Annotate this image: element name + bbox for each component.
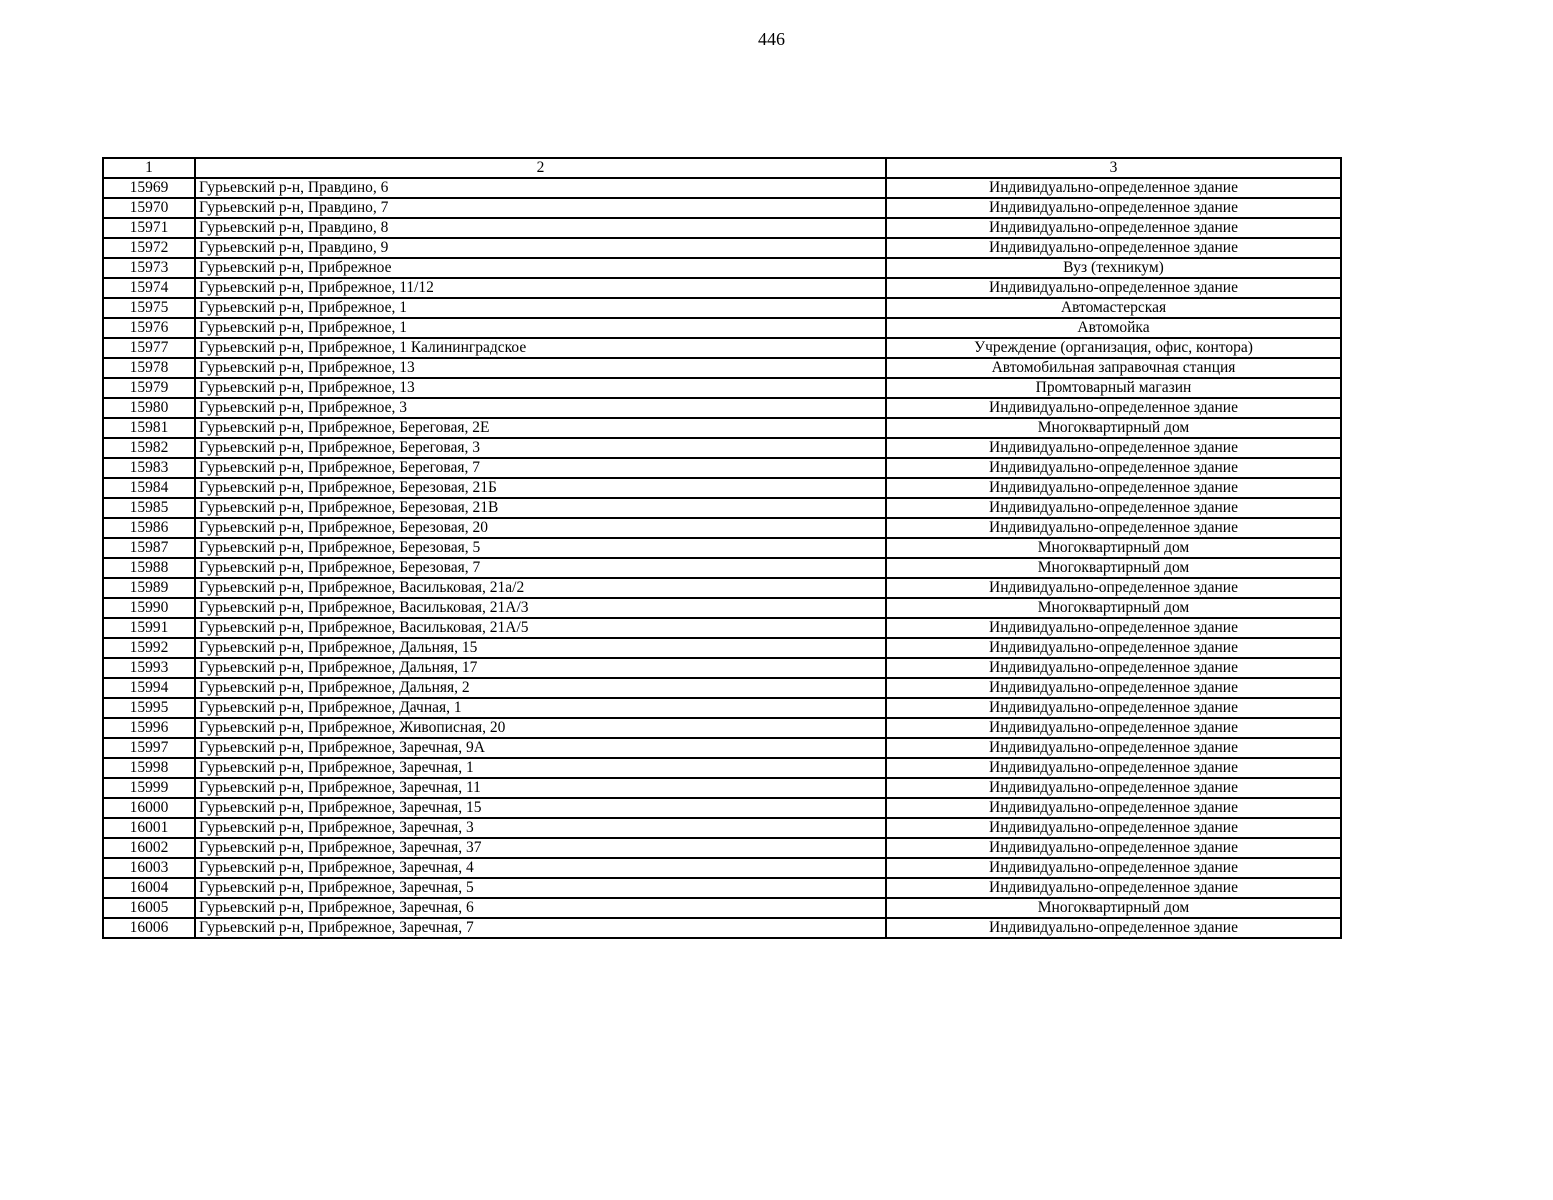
cell-object-type: Индивидуально-определенное здание: [886, 618, 1341, 638]
cell-object-type: Индивидуально-определенное здание: [886, 838, 1341, 858]
property-table: [102, 157, 1342, 939]
cell-address: Гурьевский р-н, Прибрежное, 13: [195, 378, 886, 398]
cell-object-type: Индивидуально-определенное здание: [886, 738, 1341, 758]
column-header: 1: [103, 158, 195, 178]
table-row: [103, 638, 1341, 658]
cell-number: 15969: [103, 178, 195, 198]
cell-object-type: Индивидуально-определенное здание: [886, 718, 1341, 738]
cell-address: Гурьевский р-н, Прибрежное, 1 Калининградское: [195, 338, 886, 358]
cell-address: Гурьевский р-н, Прибрежное, 13: [195, 358, 886, 378]
table-row: [103, 318, 1341, 338]
cell-number: 15995: [103, 698, 195, 718]
column-header: 2: [195, 158, 886, 178]
cell-object-type: Индивидуально-определенное здание: [886, 458, 1341, 478]
cell-object-type: Многоквартирный дом: [886, 418, 1341, 438]
cell-address: Гурьевский р-н, Прибрежное, 11/12: [195, 278, 886, 298]
page-number: 446: [758, 29, 785, 49]
cell-number: 16001: [103, 818, 195, 838]
cell-number: 15992: [103, 638, 195, 658]
cell-object-type: Индивидуально-определенное здание: [886, 178, 1341, 198]
cell-number: 15975: [103, 298, 195, 318]
cell-number: 15979: [103, 378, 195, 398]
table-row: [103, 658, 1341, 678]
table-row: [103, 338, 1341, 358]
table-row: [103, 818, 1341, 838]
cell-address: Гурьевский р-н, Правдино, 8: [195, 218, 886, 238]
cell-number: 15991: [103, 618, 195, 638]
cell-number: 16004: [103, 878, 195, 898]
table-row: [103, 278, 1341, 298]
table-row: [103, 678, 1341, 698]
cell-number: 15982: [103, 438, 195, 458]
table-row: [103, 838, 1341, 858]
table-row: [103, 478, 1341, 498]
cell-number: 15981: [103, 418, 195, 438]
cell-address: Гурьевский р-н, Прибрежное, Береговая, 3: [195, 438, 886, 458]
cell-object-type: Индивидуально-определенное здание: [886, 918, 1341, 938]
cell-address: Гурьевский р-н, Прибрежное, Васильковая, 21а/2: [195, 578, 886, 598]
cell-object-type: Индивидуально-определенное здание: [886, 678, 1341, 698]
table-body: [103, 158, 1341, 938]
cell-address: Гурьевский р-н, Прибрежное, Заречная, 7: [195, 918, 886, 938]
cell-address: Гурьевский р-н, Правдино, 7: [195, 198, 886, 218]
cell-object-type: Индивидуально-определенное здание: [886, 638, 1341, 658]
cell-number: 15976: [103, 318, 195, 338]
table-row: [103, 698, 1341, 718]
table-row: [103, 258, 1341, 278]
table-row: [103, 498, 1341, 518]
cell-address: Гурьевский р-н, Правдино, 9: [195, 238, 886, 258]
table-row: [103, 918, 1341, 938]
cell-object-type: Индивидуально-определенное здание: [886, 578, 1341, 598]
table-row: [103, 438, 1341, 458]
table-row: [103, 558, 1341, 578]
cell-address: Гурьевский р-н, Прибрежное, Заречная, 3: [195, 818, 886, 838]
cell-number: 15972: [103, 238, 195, 258]
cell-address: Гурьевский р-н, Прибрежное, Живописная, 20: [195, 718, 886, 738]
cell-number: 15996: [103, 718, 195, 738]
table-row: [103, 398, 1341, 418]
cell-address: Гурьевский р-н, Прибрежное, Васильковая, 21А/5: [195, 618, 886, 638]
table-row: [103, 738, 1341, 758]
cell-number: 16002: [103, 838, 195, 858]
cell-address: Гурьевский р-н, Прибрежное, 3: [195, 398, 886, 418]
cell-number: 15974: [103, 278, 195, 298]
cell-number: 15997: [103, 738, 195, 758]
cell-object-type: Индивидуально-определенное здание: [886, 658, 1341, 678]
cell-address: Гурьевский р-н, Прибрежное, Заречная, 6: [195, 898, 886, 918]
cell-object-type: Индивидуально-определенное здание: [886, 818, 1341, 838]
cell-object-type: Индивидуально-определенное здание: [886, 758, 1341, 778]
table-row: [103, 718, 1341, 738]
cell-object-type: Индивидуально-определенное здание: [886, 878, 1341, 898]
cell-object-type: Индивидуально-определенное здание: [886, 498, 1341, 518]
cell-object-type: Индивидуально-определенное здание: [886, 698, 1341, 718]
table-row: [103, 458, 1341, 478]
cell-number: 15987: [103, 538, 195, 558]
cell-number: 15990: [103, 598, 195, 618]
cell-number: 15980: [103, 398, 195, 418]
cell-address: Гурьевский р-н, Прибрежное, Дачная, 1: [195, 698, 886, 718]
cell-object-type: Учреждение (организация, офис, контора): [886, 338, 1341, 358]
cell-number: 15998: [103, 758, 195, 778]
cell-object-type: Автомастерская: [886, 298, 1341, 318]
cell-address: Гурьевский р-н, Прибрежное, Березовая, 20: [195, 518, 886, 538]
cell-address: Гурьевский р-н, Прибрежное, Березовая, 21В: [195, 498, 886, 518]
column-header: 3: [886, 158, 1341, 178]
cell-address: Гурьевский р-н, Прибрежное, Заречная, 9А: [195, 738, 886, 758]
cell-object-type: Индивидуально-определенное здание: [886, 218, 1341, 238]
cell-object-type: Индивидуально-определенное здание: [886, 778, 1341, 798]
cell-object-type: Индивидуально-определенное здание: [886, 798, 1341, 818]
cell-number: 15973: [103, 258, 195, 278]
cell-object-type: Индивидуально-определенное здание: [886, 518, 1341, 538]
table-row: [103, 518, 1341, 538]
table-header-row: [103, 158, 1341, 178]
cell-object-type: Индивидуально-определенное здание: [886, 198, 1341, 218]
cell-number: 15985: [103, 498, 195, 518]
cell-address: Гурьевский р-н, Прибрежное, Заречная, 5: [195, 878, 886, 898]
cell-object-type: Автомобильная заправочная станция: [886, 358, 1341, 378]
cell-number: 15986: [103, 518, 195, 538]
cell-object-type: Индивидуально-определенное здание: [886, 238, 1341, 258]
cell-number: 15970: [103, 198, 195, 218]
cell-address: Гурьевский р-н, Прибрежное, Дальняя, 2: [195, 678, 886, 698]
cell-number: 15999: [103, 778, 195, 798]
cell-number: 15978: [103, 358, 195, 378]
table-row: [103, 618, 1341, 638]
table-row: [103, 778, 1341, 798]
cell-number: 15983: [103, 458, 195, 478]
table-row: [103, 358, 1341, 378]
table-row: [103, 418, 1341, 438]
cell-address: Гурьевский р-н, Прибрежное, Заречная, 15: [195, 798, 886, 818]
cell-address: Гурьевский р-н, Прибрежное, Дальняя, 17: [195, 658, 886, 678]
table-row: [103, 758, 1341, 778]
cell-address: Гурьевский р-н, Прибрежное, Заречная, 1: [195, 758, 886, 778]
table-row: [103, 878, 1341, 898]
cell-number: 15993: [103, 658, 195, 678]
cell-address: Гурьевский р-н, Прибрежное, Березовая, 7: [195, 558, 886, 578]
cell-number: 16005: [103, 898, 195, 918]
table-row: [103, 598, 1341, 618]
cell-number: 16003: [103, 858, 195, 878]
cell-number: 15994: [103, 678, 195, 698]
cell-object-type: Промтоварный магазин: [886, 378, 1341, 398]
cell-object-type: Автомойка: [886, 318, 1341, 338]
cell-address: Гурьевский р-н, Прибрежное, Березовая, 21Б: [195, 478, 886, 498]
table-row: [103, 238, 1341, 258]
cell-number: 15977: [103, 338, 195, 358]
table-row: [103, 198, 1341, 218]
table-row: [103, 578, 1341, 598]
table-row: [103, 378, 1341, 398]
cell-address: Гурьевский р-н, Прибрежное, 1: [195, 318, 886, 338]
cell-object-type: Многоквартирный дом: [886, 558, 1341, 578]
cell-object-type: Многоквартирный дом: [886, 598, 1341, 618]
cell-number: 16000: [103, 798, 195, 818]
table-row: [103, 178, 1341, 198]
cell-object-type: Вуз (техникум): [886, 258, 1341, 278]
table-row: [103, 898, 1341, 918]
cell-address: Гурьевский р-н, Правдино, 6: [195, 178, 886, 198]
cell-object-type: Индивидуально-определенное здание: [886, 278, 1341, 298]
cell-number: 16006: [103, 918, 195, 938]
cell-number: 15971: [103, 218, 195, 238]
cell-object-type: Индивидуально-определенное здание: [886, 858, 1341, 878]
cell-address: Гурьевский р-н, Прибрежное: [195, 258, 886, 278]
cell-address: Гурьевский р-н, Прибрежное, Береговая, 2Е: [195, 418, 886, 438]
cell-address: Гурьевский р-н, Прибрежное, Васильковая, 21А/3: [195, 598, 886, 618]
cell-number: 15989: [103, 578, 195, 598]
cell-object-type: Многоквартирный дом: [886, 898, 1341, 918]
table-row: [103, 858, 1341, 878]
table-row: [103, 798, 1341, 818]
cell-object-type: Индивидуально-определенное здание: [886, 478, 1341, 498]
cell-address: Гурьевский р-н, Прибрежное, Заречная, 37: [195, 838, 886, 858]
cell-address: Гурьевский р-н, Прибрежное, Береговая, 7: [195, 458, 886, 478]
cell-object-type: Многоквартирный дом: [886, 538, 1341, 558]
cell-number: 15988: [103, 558, 195, 578]
cell-address: Гурьевский р-н, Прибрежное, Заречная, 11: [195, 778, 886, 798]
table-row: [103, 218, 1341, 238]
cell-object-type: Индивидуально-определенное здание: [886, 438, 1341, 458]
table-row: [103, 538, 1341, 558]
table-row: [103, 298, 1341, 318]
cell-address: Гурьевский р-н, Прибрежное, Дальняя, 15: [195, 638, 886, 658]
cell-address: Гурьевский р-н, Прибрежное, Заречная, 4: [195, 858, 886, 878]
cell-address: Гурьевский р-н, Прибрежное, 1: [195, 298, 886, 318]
cell-object-type: Индивидуально-определенное здание: [886, 398, 1341, 418]
cell-address: Гурьевский р-н, Прибрежное, Березовая, 5: [195, 538, 886, 558]
cell-number: 15984: [103, 478, 195, 498]
